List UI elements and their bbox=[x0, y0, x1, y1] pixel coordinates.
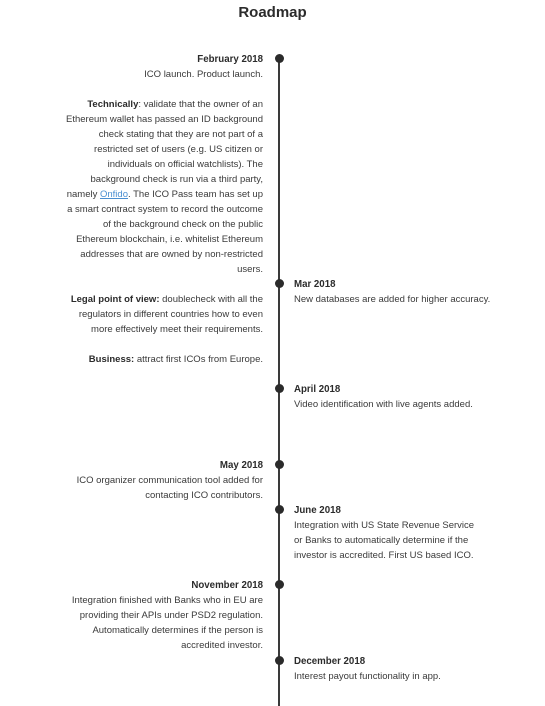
timeline-dot-april-2018 bbox=[275, 384, 284, 393]
timeline-entry-february-2018 bbox=[63, 52, 263, 367]
business-label: Business: bbox=[88, 354, 135, 365]
timeline-dot-december-2018 bbox=[275, 656, 284, 665]
entry-date: February 2018 bbox=[197, 54, 263, 65]
timeline-entry-mar-2018 bbox=[294, 277, 494, 307]
business-text: attract first ICOs from Europe. bbox=[134, 354, 263, 365]
timeline-line bbox=[278, 56, 280, 706]
page-title: Roadmap bbox=[238, 4, 307, 21]
entry-date: November 2018 bbox=[191, 580, 263, 591]
timeline-dot-february-2018 bbox=[275, 54, 284, 63]
entry-date: May 2018 bbox=[219, 460, 263, 471]
entry-summary: ICO launch. Product launch. bbox=[144, 69, 263, 80]
timeline-dot-mar-2018 bbox=[275, 279, 284, 288]
entry-text: New databases are added for higher accuracy. bbox=[294, 294, 491, 305]
business-paragraph bbox=[63, 352, 263, 367]
entry-date: Mar 2018 bbox=[294, 279, 336, 290]
entry-date: June 2018 bbox=[294, 505, 341, 516]
timeline-dot-november-2018 bbox=[275, 580, 284, 589]
technically-label: Technically bbox=[87, 99, 139, 110]
legal-label: Legal point of view: bbox=[70, 294, 160, 305]
entry-date: December 2018 bbox=[294, 656, 366, 667]
timeline-entry-april-2018 bbox=[294, 382, 519, 412]
legal-paragraph bbox=[63, 292, 263, 337]
entry-date: April 2018 bbox=[294, 384, 341, 395]
timeline-entry-december-2018 bbox=[294, 654, 494, 684]
timeline-entry-november-2018 bbox=[67, 578, 263, 653]
entry-text: Integration with US State Revenue Service or Banks to automatically determine if the investor is accredited. First US based ICO. bbox=[294, 520, 475, 561]
entry-text: Integration finished with Banks who in EU are providing their APIs under PSD2 regulation. Automatically determines if the person is accredited investor. bbox=[71, 595, 263, 651]
timeline-dot-june-2018 bbox=[275, 505, 284, 514]
legal-text: doublecheck with all the regulators in different countries how to even more effectively meet their requirements. bbox=[78, 294, 263, 335]
timeline-entry-may-2018 bbox=[48, 458, 263, 503]
timeline-entry-june-2018 bbox=[294, 503, 484, 563]
technically-text-before: : validate that the owner of an Ethereum wallet has passed an ID background check stating that they are not part of a restricted set of users (e.g. US citizen or individuals on official watchlists). The background check is run via a third party, namely bbox=[66, 99, 263, 200]
entry-text: Interest payout functionality in app. bbox=[294, 671, 441, 682]
technically-text-after: . The ICO Pass team has set up a smart contract system to record the outcome of the background check on the public Ethereum blockchain, i.e. whitelist Ethereum addresses that are owned by non-restricted users. bbox=[67, 189, 263, 275]
entry-text: Video identification with live agents added. bbox=[294, 399, 473, 410]
technically-paragraph bbox=[63, 97, 263, 277]
onfido-link[interactable]: Onfido bbox=[100, 189, 128, 200]
timeline-dot-may-2018 bbox=[275, 460, 284, 469]
entry-text: ICO organizer communication tool added for contacting ICO contributors. bbox=[76, 475, 263, 501]
